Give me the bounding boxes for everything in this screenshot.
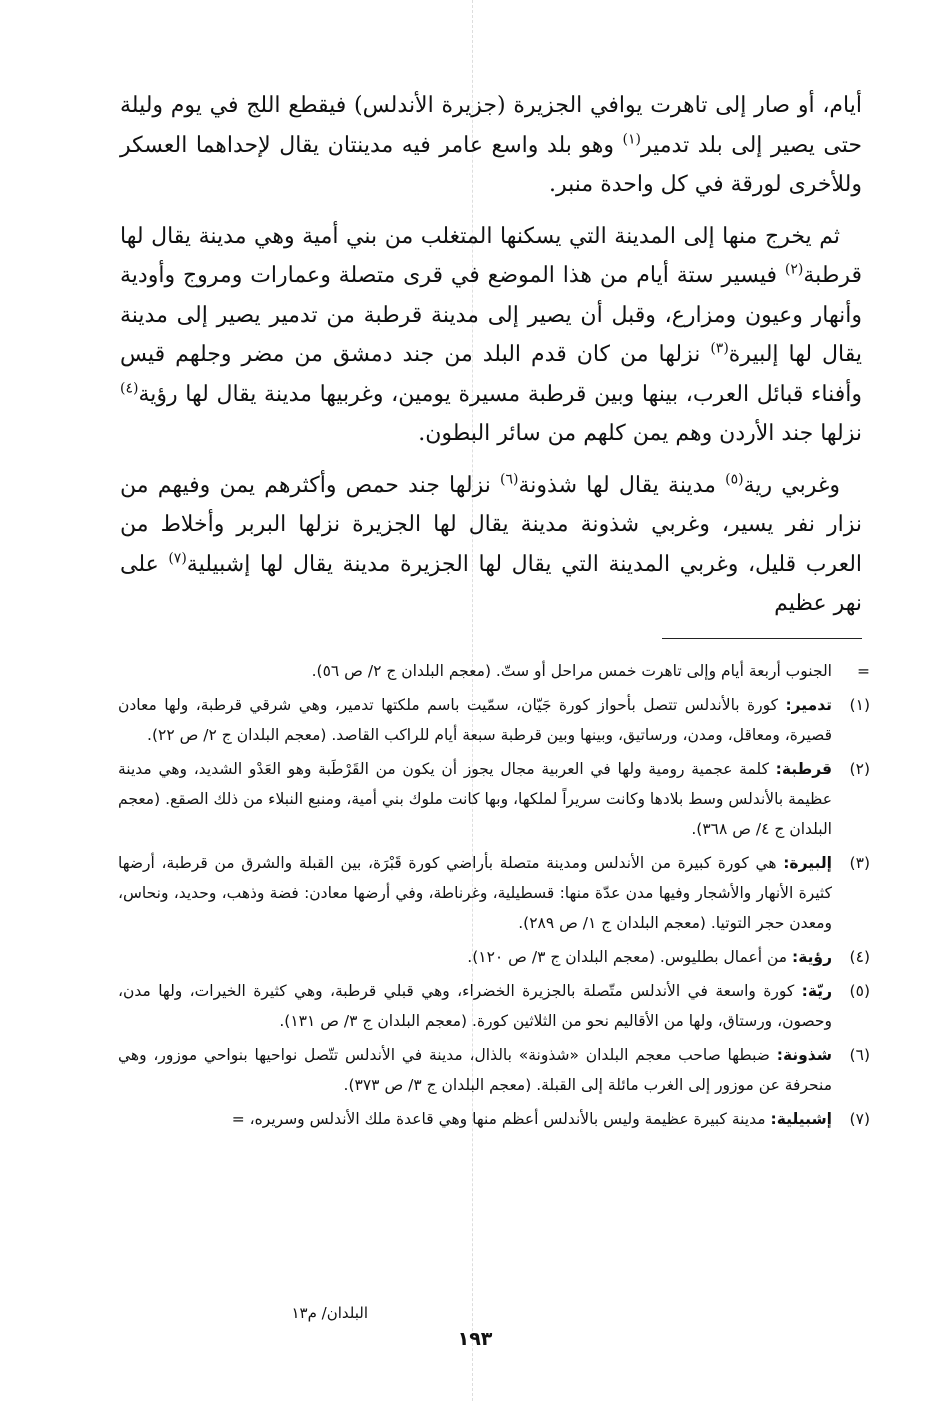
footnote-text: كلمة عجمية رومية ولها في العربية مجال يجوز أن يكون من القَرْطَبة وهو العَدْو الشديد، وهي مدينة عظيمة بالأندلس وسط بلادها وكانت سريراً لملكها، وبها كانت ملوك بني أمية، ومنبع النبلاء من ذلك الصقع. (معجم البلدان ج ٤/ ص ٣٦٨). (118, 760, 832, 838)
footnote-body (118, 690, 832, 750)
footnote-body (118, 754, 832, 844)
footnote-separator (662, 638, 862, 639)
footnote-text: من أعمال بطليوس. (معجم البلدان ج ٣/ ص ١٢٠). (467, 948, 793, 966)
footnote-text: كورة واسعة في الأندلس متّصلة بالجزيرة الخضراء، وهي قبلي قرطبة، وهي كثيرة الخيرات، ولها مدن، وحصون، ورستاق، ولها من الأقاليم نحو من الثلاثين كورة. (معجم البلدان ج ٣/ ص ١٣١). (118, 982, 832, 1030)
footnote-continuation (118, 656, 870, 686)
footnote-number: (٣) (849, 854, 870, 872)
paragraph-2-text: نزلها جند الأردن وهم يمن كلهم من سائر البطون. (418, 421, 862, 446)
continuation-text: الجنوب أربعة أيام وإلى تاهرت خمس مراحل أو ستّ. (معجم البلدان ج ٢/ ص ٥٦). (311, 662, 832, 680)
paragraph-3-text: مدينة يقال لها شذونة (518, 472, 726, 498)
footnote-number: (٧) (849, 1110, 870, 1128)
paragraph-2 (120, 217, 862, 454)
footnote-number: (٦) (849, 1046, 870, 1064)
footnote-ref-1: (١) (622, 131, 641, 148)
signature-mark: البلدان/ م١٣ (291, 1304, 368, 1322)
paragraph-2-text: فيسير ستة أيام من هذا الموضع في قرى متصلة وعمارات ومروج وأودية وأنهار وعيون ومزارع، وقبل أن يصير إلى مدينة قرطبة من تدمير يصير إلى مدينة يقال لها إلبيرة (120, 263, 862, 367)
footnote-item (118, 942, 870, 972)
footnote-number: (١) (849, 696, 870, 714)
footnote-text: كورة بالأندلس تتصل بأحواز كورة جَيّان، سمّيت باسم ملكتها تدمير، وهي شرقي قرطبة، ولها معادن قصيرة، ومعاقل، ومدن، ورساتيق، وبينها وبين قرطبة سبعة أيام للراكب القاصد. (معجم البلدان ج ٢/ ص ٢٢). (118, 696, 832, 744)
footnote-ref-3: (٣) (710, 340, 729, 357)
footnote-number: (٤) (849, 948, 870, 966)
paragraph-2-text: ثم يخرج منها إلى المدينة التي يسكنها المتغلب من بني أمية وهي مدينة يقال لها قرطبة (120, 223, 862, 288)
continuation-marker: = (857, 662, 870, 680)
footnote-term: رؤية: (792, 948, 832, 966)
footnote-ref-2: (٢) (784, 261, 804, 278)
paragraph-3 (120, 466, 862, 624)
footnotes (118, 656, 870, 1138)
paragraph-1-text: وهو بلد واسع عامر فيه مدينتان يقال لإحداهما العسكر وللأخرى لورقة في كل واحدة منبر. (120, 132, 862, 197)
footnote-ref-7: (٧) (168, 550, 187, 567)
footnote-number: (٥) (849, 982, 870, 1000)
footnote-item (118, 690, 870, 750)
main-body-text (120, 86, 862, 636)
footnote-term: تدمير: (785, 696, 832, 714)
footnote-ref-5: (٥) (725, 471, 744, 488)
paragraph-3-text: نزلها جند حمص وأكثرهم يمن وفيهم من نزار نفر يسير، وغربي شذونة مدينة يقال لها الجزيرة نزلها البربر وأخلاط من العرب قليل، وغربي المدينة التي يقال لها الجزيرة مدينة يقال لها إشبيلية (120, 472, 863, 577)
paragraph-3-text: وغربي رية (743, 472, 841, 498)
footnote-term: قرطبة: (775, 760, 832, 778)
page-number: ١٩٣ (457, 1328, 493, 1350)
footnote-term: شذونة: (776, 1046, 832, 1064)
footnote-body (118, 1040, 832, 1100)
footnote-body (118, 976, 832, 1036)
footnote-body (118, 942, 832, 972)
footnote-text: مدينة كبيرة عظيمة وليس بالأندلس أعظم منها وهي قاعدة ملك الأندلس وسريره، = (231, 1110, 771, 1128)
footnote-item (118, 1040, 870, 1100)
paragraph-1-text: أيام، أو صار إلى تاهرت يوافي الجزيرة (جزيرة الأندلس) فيقطع اللج في يوم وليلة حتى يصير إلى بلد تدمير (120, 93, 862, 158)
footnote-number: (٢) (849, 760, 870, 778)
paragraph-1 (120, 86, 862, 205)
footnote-item (118, 976, 870, 1036)
paragraph-3-text: على نهر عظيم (120, 551, 862, 616)
footnote-ref-4: (٤) (120, 380, 139, 397)
footnote-term: إلبيرة: (783, 854, 832, 872)
footnote-body (118, 848, 832, 938)
footnote-item (118, 848, 870, 938)
footnote-text: ضبطها صاحب معجم البلدان «شذونة» بالذال، مدينة في الأندلس تتّصل نواحيها بنواحي موزور، وهي منحرفة عن موزور إلى الغرب مائلة إلى القبلة. (معجم البلدان ج ٣/ ص ٣٧٣). (118, 1046, 832, 1094)
footnote-term: ريّة: (801, 982, 832, 1000)
paragraph-2-text: نزلها من كان قدم البلد من جند دمشق من مضر وجلهم قيس وأفناء قبائل العرب، بينها وبين قرطبة مسيرة يومين، وغربيها مدينة يقال لها رؤية (120, 342, 862, 407)
footnote-ref-6: (٦) (500, 471, 519, 488)
footnote-item (118, 754, 870, 844)
footnote-text: هي كورة كبيرة من الأندلس ومدينة متصلة بأراضي كورة قَبْرَة، بين القبلة والشرق من قرطبة، أرضها كثيرة الأنهار والأشجار وفيها مدن عدّة منها: قسطيلية، وغرناطة، وفي أرضها معادن: فضة وذهب، وحديد، ونحاس، ومعدن حجر التوتيا. (معجم البلدان ج ١/ ص ٢٨٩). (118, 854, 832, 932)
footnote-item (118, 1104, 870, 1134)
footnote-term: إشبيلية: (770, 1110, 832, 1128)
footnote-body (118, 1104, 832, 1134)
